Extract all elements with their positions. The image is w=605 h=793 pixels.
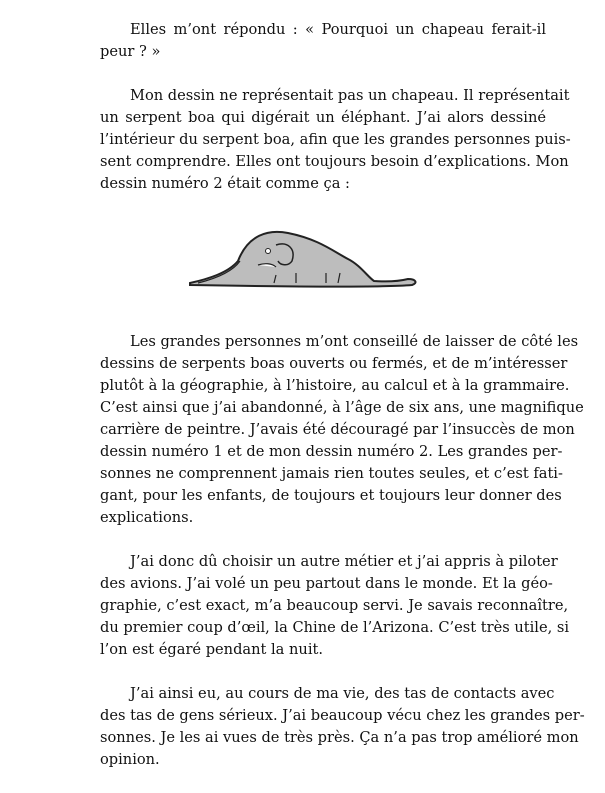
paragraph bbox=[100, 19, 546, 63]
paragraph bbox=[100, 331, 584, 529]
text-line: explications. bbox=[100, 509, 194, 526]
text-line: sonnes. Je les ai vues de très près. Ça n’a pas trop amélioré mon bbox=[100, 729, 579, 746]
text-line: C’est ainsi que j’ai abandonné, à l’âge de six ans, une magnifique bbox=[100, 399, 584, 416]
text-line: peur ? » bbox=[100, 43, 161, 60]
text-line: sonnes ne comprennent jamais rien toutes seules, et c’est fati- bbox=[100, 465, 563, 482]
book-page bbox=[100, 19, 585, 793]
text-line: gant, pour les enfants, de toujours et toujours leur donner des bbox=[100, 487, 562, 504]
paragraph bbox=[100, 85, 571, 195]
text-line: des avions. J’ai volé un peu partout dans le monde. Et la géo- bbox=[100, 575, 553, 592]
text-line: opinion. bbox=[100, 751, 160, 768]
text-line: du premier coup d’œil, la Chine de l’Arizona. C’est très utile, si bbox=[100, 619, 570, 636]
text-line: un serpent boa qui digérait un éléphant. J’ai alors dessiné bbox=[100, 109, 546, 126]
paragraph bbox=[100, 683, 585, 771]
text-line: Elles m’ont répondu : « Pourquoi un chapeau ferait-il bbox=[130, 21, 546, 38]
text-line: dessins de serpents boas ouverts ou fermés, et de m’intéresser bbox=[100, 355, 568, 372]
text-line: dessin numéro 2 était comme ça : bbox=[100, 175, 350, 192]
text-line: J’ai ainsi eu, au cours de ma vie, des tas de contacts avec bbox=[130, 685, 555, 702]
boa-elephant-drawing bbox=[100, 195, 546, 325]
paragraph bbox=[100, 551, 570, 661]
text-line: sent comprendre. Elles ont toujours besoin d’explications. Mon bbox=[100, 153, 569, 170]
text-line: l’on est égaré pendant la nuit. bbox=[100, 641, 323, 658]
boa-elephant-illustration bbox=[188, 221, 420, 289]
text-line: dessin numéro 1 et de mon dessin numéro 2. Les grandes per- bbox=[100, 443, 563, 460]
text-line: l’intérieur du serpent boa, afin que les grandes personnes puis- bbox=[100, 131, 571, 148]
text-line: plutôt à la géographie, à l’histoire, au calcul et à la grammaire. bbox=[100, 377, 570, 394]
text-line: J’ai donc dû choisir un autre métier et j’ai appris à piloter bbox=[130, 553, 558, 570]
text-line: des tas de gens sérieux. J’ai beaucoup vécu chez les grandes per- bbox=[100, 707, 585, 724]
text-line: Les grandes personnes m’ont conseillé de laisser de côté les bbox=[130, 333, 579, 350]
text-line: carrière de peintre. J’avais été découragé par l’insuccès de mon bbox=[100, 421, 575, 438]
text-line: graphie, c’est exact, m’a beaucoup servi. Je savais reconnaître, bbox=[100, 597, 569, 614]
text-line: Mon dessin ne représentait pas un chapeau. Il représentait bbox=[130, 87, 570, 104]
